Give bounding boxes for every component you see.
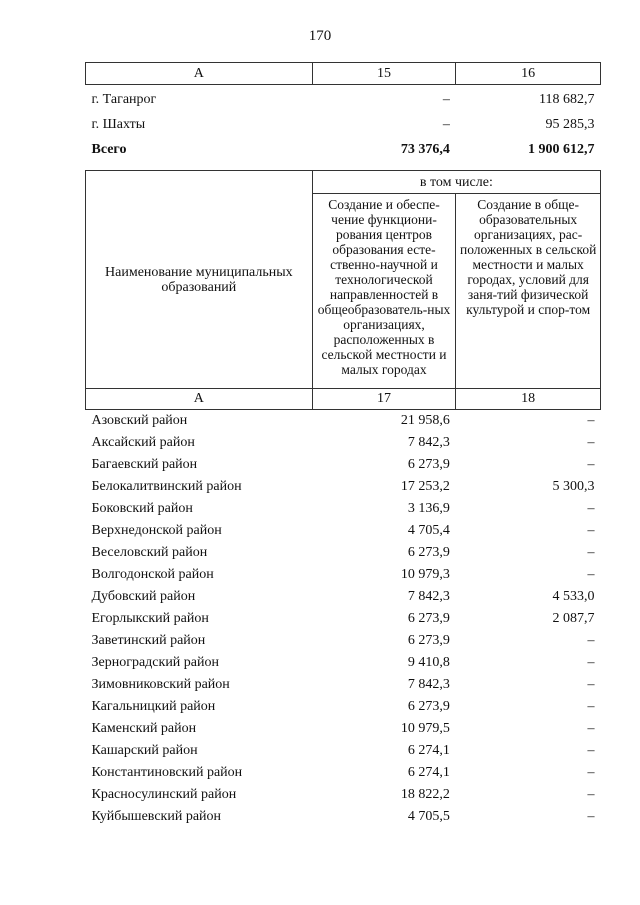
row-name: Аксайский район <box>91 435 195 450</box>
cell-18: – <box>587 743 595 758</box>
table-row <box>86 674 601 696</box>
col-label-17: 17 <box>312 389 456 410</box>
cell-18: – <box>587 633 595 648</box>
cell-17: 7 842,3 <box>407 589 450 604</box>
row-name: Багаевский район <box>91 457 198 472</box>
cell-17: 4 705,4 <box>407 523 450 538</box>
cell-17: 3 136,9 <box>407 501 450 516</box>
cell-17: 6 273,9 <box>407 699 450 714</box>
row-name: Азовский район <box>91 413 188 428</box>
table-row <box>86 652 601 674</box>
table-row <box>86 432 601 454</box>
table-row <box>86 110 601 135</box>
cell-18: – <box>587 523 595 538</box>
cell-17: 6 273,9 <box>407 633 450 648</box>
cell-17: 17 253,2 <box>400 479 450 494</box>
cell-16: 118 682,7 <box>539 91 595 107</box>
table-row <box>86 410 601 433</box>
row-name: Зимовниковский район <box>91 677 230 692</box>
table-row <box>86 806 601 828</box>
table-row <box>86 608 601 630</box>
table-row <box>86 718 601 740</box>
row-name: Боковский район <box>91 501 193 516</box>
cell-16: 95 285,3 <box>545 116 595 132</box>
cell-18: – <box>587 457 595 472</box>
cell-18: – <box>587 765 595 780</box>
cell-17: 9 410,8 <box>407 655 450 670</box>
table-row <box>86 586 601 608</box>
table-row <box>86 762 601 784</box>
table-row <box>86 784 601 806</box>
table-row <box>86 85 601 111</box>
row-name: г. Таганрог <box>91 91 157 107</box>
cell-18: – <box>587 501 595 516</box>
cell-18: 2 087,7 <box>552 611 595 626</box>
column-labels <box>86 389 601 410</box>
col-label-18: 18 <box>456 389 601 410</box>
header-group: в том числе: <box>312 171 600 194</box>
page-number: 170 <box>308 28 332 44</box>
cell-17: 10 979,3 <box>400 567 450 582</box>
cell-18: – <box>587 721 595 736</box>
row-name: Белокалитвинский район <box>91 479 242 494</box>
row-name: Дубовский район <box>91 589 196 604</box>
row-name: Егорлыкский район <box>91 611 209 626</box>
cell-17: 6 273,9 <box>407 545 450 560</box>
row-name: Верхнедонской район <box>91 523 222 538</box>
cell-18: – <box>587 655 595 670</box>
cell-15: – <box>442 91 450 107</box>
col-header-a: А <box>86 63 313 85</box>
cell-18: – <box>587 545 595 560</box>
row-name: Заветинский район <box>91 633 206 648</box>
cell-18: – <box>587 677 595 692</box>
row-name: Красносулинский район <box>91 787 237 802</box>
cell-18: 5 300,3 <box>552 479 595 494</box>
cell-17: 6 273,9 <box>407 457 450 472</box>
cell-18: – <box>587 567 595 582</box>
row-name: Зерноградский район <box>91 655 219 670</box>
cell-17: 6 273,9 <box>407 611 450 626</box>
row-name: Всего <box>91 141 127 157</box>
cell-15: – <box>442 116 450 132</box>
table-row <box>86 696 601 718</box>
cell-17: 7 842,3 <box>407 677 450 692</box>
cell-18: – <box>587 787 595 802</box>
row-name: Волгодонской район <box>91 567 214 582</box>
cell-17: 21 958,6 <box>400 413 450 428</box>
table-row <box>86 564 601 586</box>
cell-18: – <box>587 413 595 428</box>
header-col17: Создание и обеспе-чение функциони-рования центров образования есте-ственно-научной и технологической направленностей в общеобразователь-ных организациях, расположенных в сельской местности и малых городах <box>312 194 456 389</box>
col-header-16: 16 <box>456 63 601 85</box>
table-row <box>86 520 601 542</box>
table-row <box>86 542 601 564</box>
cell-17: 6 274,1 <box>407 743 450 758</box>
cell-18: – <box>587 699 595 714</box>
row-name: Кагальницкий район <box>91 699 216 714</box>
row-name: Кашарский район <box>91 743 198 758</box>
table-row <box>86 740 601 762</box>
header-municipality: Наименование муниципальных образований <box>86 171 313 389</box>
col-header-15: 15 <box>312 63 456 85</box>
cell-15: 73 376,4 <box>400 141 450 157</box>
table-row <box>86 476 601 498</box>
row-name: г. Шахты <box>91 116 146 132</box>
row-name: Каменский район <box>91 721 197 736</box>
cell-17: 10 979,5 <box>400 721 450 736</box>
table-row <box>86 630 601 652</box>
cell-17: 4 705,5 <box>407 809 450 824</box>
row-name: Куйбышевский район <box>91 809 222 824</box>
top-table <box>85 62 601 160</box>
cell-18: – <box>587 435 595 450</box>
row-name: Константиновский район <box>91 765 243 780</box>
total-row <box>86 135 601 160</box>
cell-18: – <box>587 809 595 824</box>
main-table <box>85 170 601 828</box>
row-name: Веселовский район <box>91 545 208 560</box>
cell-17: 6 274,1 <box>407 765 450 780</box>
col-label-a: А <box>86 389 313 410</box>
cell-17: 7 842,3 <box>407 435 450 450</box>
table-row <box>86 454 601 476</box>
table-row <box>86 498 601 520</box>
cell-17: 18 822,2 <box>400 787 450 802</box>
header-col18: Создание в обще-образовательных организациях, рас-положенных в сельской местности и малых городах, условий для заня-тий физической культурой и спор-том <box>456 194 601 389</box>
cell-18: 4 533,0 <box>552 589 595 604</box>
cell-16: 1 900 612,7 <box>528 141 595 157</box>
top-table-header <box>86 63 601 85</box>
